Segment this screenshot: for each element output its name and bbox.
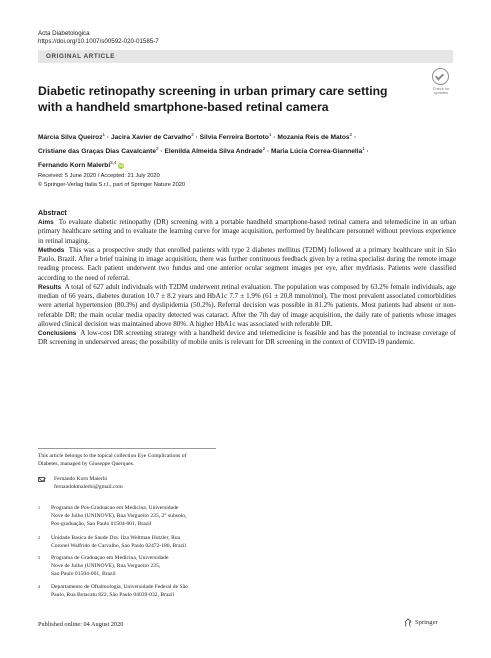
- author-name[interactable]: Mozania Reis de Matos: [277, 134, 350, 142]
- abstract-heading: Abstract: [38, 209, 67, 217]
- author-name[interactable]: Elenilda Almeida Silva Andrade: [164, 147, 263, 155]
- affiliation-line: Coronel Walfrido de Carvalho, Sao Paulo 02472-180, Brazil: [51, 542, 187, 549]
- affiliation-number: 4: [38, 583, 41, 589]
- author-affiliation-sup: 1: [102, 132, 106, 137]
- author-name[interactable]: Silvia Ferreira Bortoto: [199, 134, 269, 142]
- affiliation-line: Unidade Basica de Saude Dra. Ilza Weltman Hutzler, Rua: [51, 535, 181, 541]
- methods-text: This was a prospective study that enrolled patients with type 2 diabetes mellitus (T2DM) followed at a primary healthcare unit in São Paulo, Brazil. After a brief training in image acquisition, there was further continuous feedback given by a retina specialist during the remote image reading process. Each patient underwent two fundus and one anterior ocular segment images per eye, after mydriasis. Patients were classified according to the need of referral.: [38, 245, 456, 282]
- published-online-date: Published online: 04 August 2020: [38, 621, 124, 628]
- author-name[interactable]: Jacira Xavier de Carvalho: [110, 134, 192, 142]
- check-updates-icon: [432, 68, 449, 85]
- affiliation-number: 1: [38, 504, 41, 510]
- author-name[interactable]: Maria Lúcia Correa-Giannella: [271, 147, 363, 155]
- envelope-icon: [38, 477, 45, 482]
- received-accepted-dates: Received: 5 June 2020 / Accepted: 21 July 2020: [38, 173, 160, 179]
- collection-note: [38, 453, 218, 469]
- check-for-updates-button[interactable]: [428, 68, 454, 102]
- affiliation-line: Paulo, Rua Botacatu 822, São Paulo 04039-032, Brazil: [51, 591, 175, 598]
- affiliation-2: [38, 535, 228, 551]
- collection-note-line2: Diabetes, managed by Giuseppe Querques.: [38, 460, 135, 467]
- author-affiliation-sup: 2: [191, 132, 194, 137]
- corresponding-name: Fernando Korn Malerbi: [54, 476, 108, 482]
- affiliation-line: Programa de Graduaçao em Medicina, Universidade: [51, 555, 169, 561]
- author-name[interactable]: Fernando Korn Malerbi: [38, 161, 111, 169]
- abstract-results: [38, 283, 456, 329]
- affiliation-4: [38, 584, 228, 600]
- dates-block: [38, 172, 185, 189]
- conclusions-text: A low-cost DR screening strategy with a handheld device and telemedicine is feasible and has the potential to increase coverage of DR screening in underserved areas; the possibility of mobile units is relevant for DR screening in the context of COVID-19 pandemic.: [38, 329, 456, 347]
- author-affiliation-sup: 2: [262, 145, 266, 151]
- title-line-2: with a handheld smartphone-based retinal camera: [38, 99, 329, 114]
- author-affiliation-sup: 1: [268, 132, 272, 137]
- affiliation-3: [38, 555, 228, 578]
- author-list: Márcia Silva Queiroz$^1$ · Jacira Xavier de Carvalho$^2$ · Silvia Ferreira Bortoto$^1$ · Mozania Reis de Matos$^2$ · Cristiane das Graças Dias Cavalcante$^2$ · Elenilda Almeida Silva Andrade$^2$ · Maria Lúcia Correa-Giannella$^1$ · Fernando Korn Malerbi$^{3,4}$ iD: [38, 132, 369, 169]
- copyright-line: © Springer-Verlag Italia S.r.l., part of Springer Nature 2020: [38, 181, 186, 188]
- conclusions-heading: Conclusions: [38, 330, 77, 337]
- affiliation-line: Departamento de Oftalmologia, Universidade Federal de São: [51, 584, 188, 590]
- corresponding-author: [38, 476, 123, 492]
- abstract-methods: [38, 246, 456, 283]
- abstract-conclusions: [38, 329, 456, 348]
- footnote-divider: [38, 448, 216, 449]
- author-name[interactable]: Cristiane das Graças Dias Cavalcante: [38, 147, 157, 155]
- results-text: A total of 627 adult individuals with T2DM underwent retinal evaluation. The population was composed by 63.2% female individuals, age median of 66 years, diabetes duration 10.7 ± 8.2 years and HbA1c 7.7 ± 1.9% (61 ± 20.8 mmol/mol). The most prevalent associated comorbidities were arterial hypertension (80.3%) and dyslipidemia (50.2%). Referral decision was possible in 81.2% patients. Most patients had absent or non-referable DR; the main ocular media opacity detected was cataract. After the 7th day of image acquisition, the daily rate of patients whose images allowed clinical decision was maintained above 80%. A higher HbA1c was associated with referable DR.: [38, 282, 456, 328]
- orcid-icon[interactable]: iD: [119, 162, 124, 168]
- methods-heading: Methods: [38, 246, 65, 254]
- aims-heading: Aims: [38, 219, 54, 226]
- affiliation-line: Pos-graduação, Sao Paulo 01504-001, Brazil: [51, 520, 152, 527]
- results-heading: Results: [38, 283, 62, 291]
- author-affiliation-sup: 2: [349, 132, 353, 137]
- aims-text: To evaluate diabetic retinopathy (DR) screening with a portable handheld smartphone-based retinal camera and telemedicine in an urban primary healthcare setting and to evaluate the learning curve for image acquisition, performed by healthcare personnel without previous experience in retinal imaging.: [38, 218, 457, 245]
- title-line-1: Diabetic retinopathy screening in urban primary care setting: [38, 84, 388, 98]
- check-updates-label-line1: Check for: [432, 86, 450, 91]
- journal-name: Acta Diabetologica: [38, 30, 90, 37]
- article-title: [38, 84, 408, 115]
- publisher-name: Springer: [415, 619, 438, 626]
- author-affiliation-sup: 3,4: [110, 159, 117, 165]
- affiliation-1: [38, 505, 228, 528]
- affiliation-line: Sao Paulo 01504-001, Brazil: [51, 570, 116, 577]
- affiliation-line: Programa de Pos-Graduacao em Medicina, Universidade: [51, 505, 179, 511]
- author-name[interactable]: Márcia Silva Queiroz: [38, 134, 103, 142]
- author-affiliation-sup: 1: [362, 145, 365, 151]
- affiliation-line: Nove de Julho (UNINOVE), Rua Vergueiro 235,: [51, 562, 161, 569]
- author-affiliation-sup: 2: [156, 145, 159, 151]
- affiliation-number: 2: [38, 534, 41, 540]
- springer-logo: [404, 617, 458, 629]
- collection-note-line1: This article belongs to the topical collection Eye Complications of: [38, 453, 187, 459]
- affiliation-line: Nove de Julho (UNINOVE), Rua Vergueiro 235, 2° subsolo,: [51, 512, 187, 519]
- affiliation-number: 3: [38, 554, 41, 560]
- article-type-label: ORIGINAL ARTICLE: [46, 53, 116, 60]
- journal-header: [38, 30, 159, 47]
- corresponding-email[interactable]: fernandokmalerbi@gmail.com: [54, 483, 123, 490]
- abstract-aims: [38, 218, 456, 246]
- check-updates-label-line2: updates: [434, 90, 448, 96]
- abstract-body: [38, 218, 456, 348]
- doi-link[interactable]: https://doi.org/10.1007/s00592-020-01585-7: [38, 38, 159, 46]
- springer-horse-icon: [404, 618, 412, 627]
